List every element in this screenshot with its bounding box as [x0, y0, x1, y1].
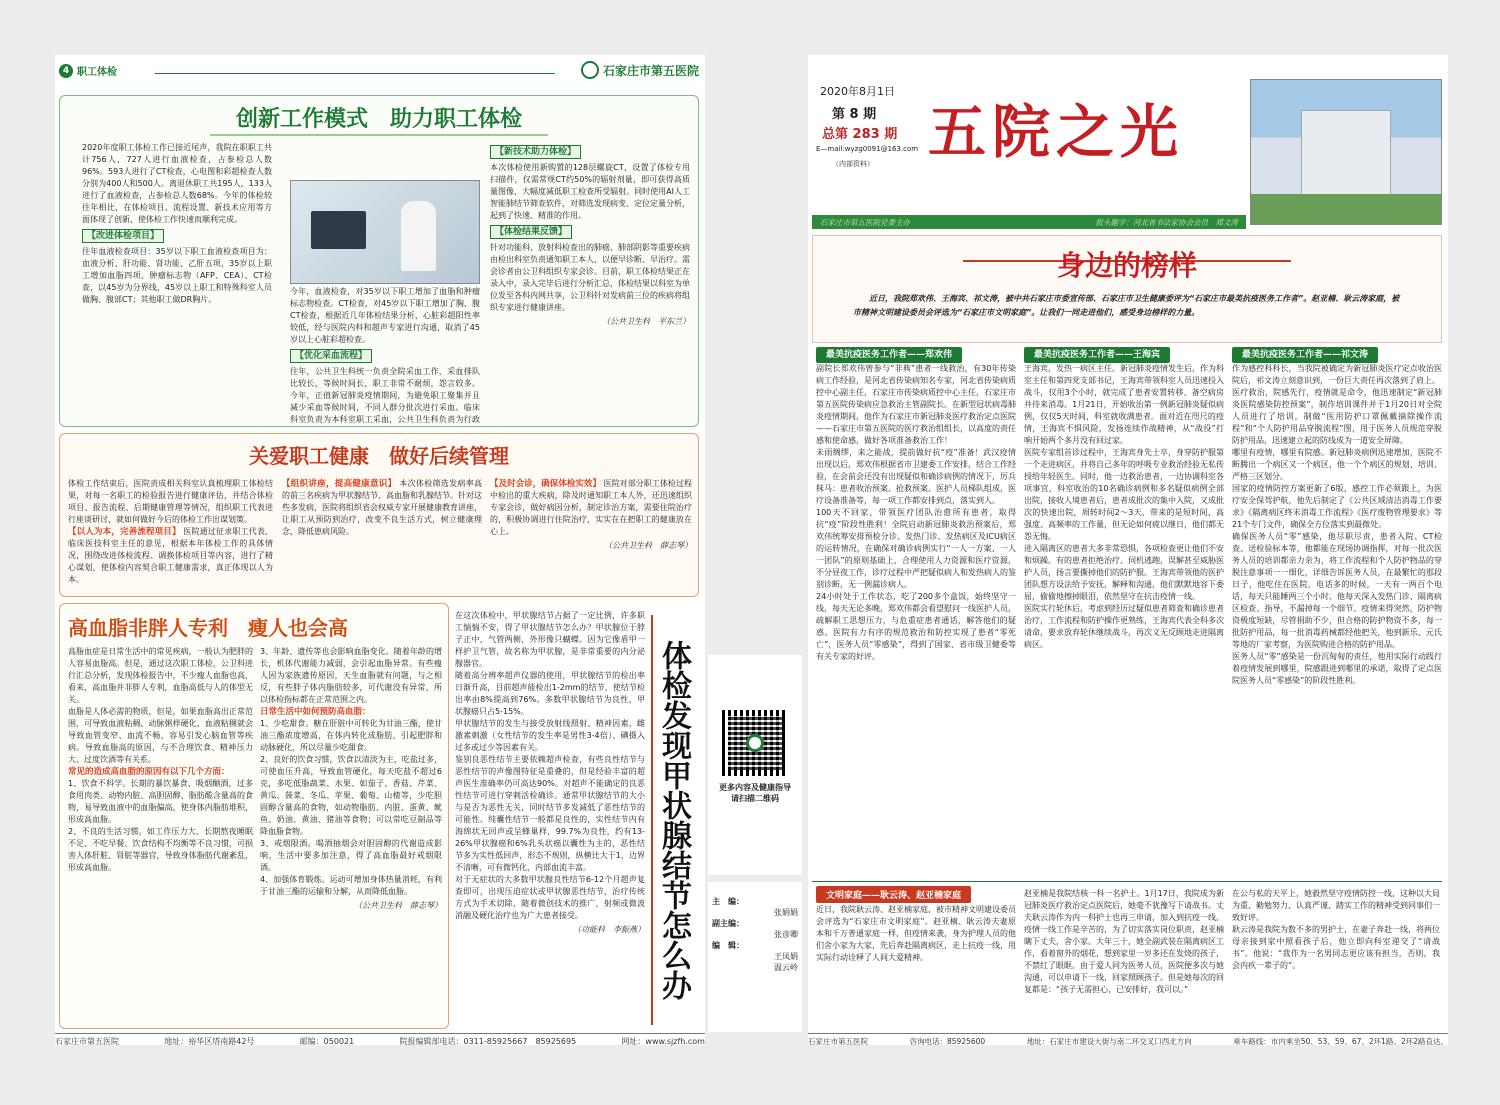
profile-heading: 最美抗疫医务工作者——祁文涛 [1232, 347, 1378, 363]
paragraph: 高脂血症是日常生活中的常见疾病，一般认为肥胖的人容易血脂高。但是，通过这次职工体检，公卫科进行汇总分析，发现体检报告中，不少瘦人血脂也高，看来，高血脂并非胖人专利，血脂高低与人的体型无关。 [68, 647, 253, 704]
family-col-3 [1232, 888, 1440, 1028]
article-1-photo [290, 180, 480, 284]
subheading: 【以人为本，完善流程项目】 [68, 527, 181, 537]
paragraph: 1、少吃甜食。糖在肝脏中可转化为甘油三酯，使甘油三酯浓度增高，在体内转化成脂肪，引起肥胖和动脉硬化，所以尽量少吃甜食。 [260, 719, 442, 752]
profile-heading: 最美抗疫医务工作者——郑欢伟 [816, 347, 962, 363]
footer-name: 石家庄市第五医院 [808, 1037, 868, 1046]
paragraph: 耿云涛是我院为数不多的男护士，在妻子奔赴一线，将两位母亲接到家中照看孩子后，他立即向科室递交了“请战书”。他说：“我作为一名男同志更应该有担当，否则，我会内疚一辈子的”。 [1232, 925, 1440, 970]
footer-phone: 咨询电话：85925600 [909, 1037, 986, 1046]
editor-label: 编 辑： [712, 941, 744, 950]
section-name: 职工体检 [77, 67, 117, 78]
footer-address: 地址：石家庄市建设大街与南二环交叉口西北方向 [1026, 1037, 1192, 1046]
subheading: 【优化采血流程】 [290, 349, 372, 363]
left-footer [55, 1033, 705, 1047]
paragraph: 医院通过征求职工代表、临床医技科室主任的意见，根据本年体检工作的具体情况，围绕改进体检流程、调换体检项目等内容，进行了精心谋划，使体检内容契合职工健康需求，真正体现以人为本。 [68, 527, 273, 584]
article-2-title: 关爱职工健康 做好后续管理 [249, 444, 509, 468]
family-section [812, 881, 1442, 1029]
footer-web: 网址：www.sjzfh.com [621, 1037, 705, 1046]
internal-note: （内部资料） [832, 160, 874, 168]
article-1-box [59, 95, 699, 427]
title-rule [210, 134, 548, 136]
article-2-col-1 [68, 478, 273, 594]
byline: （公共卫生科 薛志琴） [604, 541, 692, 550]
paragraph: 往年血液检查项目：35岁以下职工血液检查项目为：血液分析、肝功能、肾功能、乙肝五项，35岁以上职工增加血脂四项、肿瘤标志物（AFP、CEA）、CT检查，以45岁为分界线，45岁以上职工和特殊科室人员做胸、腹部CT；其他职工做DR胸片。 [82, 247, 272, 304]
page-number: 4 [59, 64, 73, 78]
article-2-box [59, 433, 699, 597]
article-4-body [455, 610, 645, 1030]
profile-zheng [816, 347, 1016, 875]
paragraph: 今年，血液检查，对35岁以下职工增加了血脂和肿瘤标志物检查。CT检查，对45岁以下职工增加了胸、腹CT检查，根据近几年体检结果分析，心脏彩超阳性率较低，经与医院内科和超声专家进行沟通，取消了45岁以上心脏彩超检查。 [290, 287, 480, 344]
email: E—mail:wyzg0091@163.com [816, 145, 919, 153]
paragraph: 体检工作结束后，医院责成相关科室认真梳理职工体检结果，对每一名职工的检验报告进行健康评估，并结合体检项目、报告流程、后期健康管理等情况，组织职工代表进行座谈研讨，就如何做好今后的体检工作出谋划策。 [68, 479, 273, 524]
article-1-col-3 [490, 142, 690, 422]
paragraph: 哪里有疫情，哪里有院感。新冠肺炎病例迅速增加，医院不断腾出一个病区又一个病区，他一个个病区的规划、培训、严格三区划分。 [1232, 448, 1442, 481]
paragraph: 2、不良的生活习惯。如工作压力大、长期熬夜睡眠不足、不吃早餐、饮食结构不均衡等不良习惯，可损害人体肝脏、肾脏等器官，导致身体脂肪代谢紊乱，形成高血脂。 [68, 827, 253, 872]
article-3-col-2 [260, 646, 442, 1026]
hospital-logo-block [581, 61, 699, 79]
paragraph: 针对功能科、放射科检查出的肺癌、肺部阴影等重要疾病由检出科室负责通知职工本人，以便早诊断、早治疗。需会诊者由公卫科组织专家会诊。目前，职工体检结果正在录入中，录入完毕后进行分析汇总，体检结果以科室为单位发至各科内网共享，公卫科针对发病前三位的疾病将组织专家进行健康讲座。 [490, 243, 690, 312]
qr-panel [708, 655, 802, 875]
editor-panel [708, 882, 802, 1032]
paragraph: 2、良好的饮食习惯，饮食以清淡为主，吃盐过多，可使血压升高，导致血管硬化，每天吃盐不超过6克，多吃低脂蔬菜、水果、如茄子、香菇、芹菜、黄瓜、菠菜、冬瓜、苹果、葡萄、山楂等，少吃胆固醇含量高的食物，如动物脂肪、内脏、蛋黄、鱿鱼、奶油、黄油、猪油等食物；可以常吃豆制品等降血脂食物。 [260, 755, 442, 836]
byline: （公共卫生科 平东兰） [602, 317, 690, 326]
qr-caption: 更多内容及健康指导 请扫描二维码 [719, 783, 791, 803]
subheading: 【改进体检项目】 [82, 229, 164, 243]
tagline-organizer: 石家庄市第五医院党委主办 [820, 217, 910, 227]
section-intro: 近日，我院郑欢伟、王海宾、祁文涛，被中共石家庄市委宣传部、石家庄市卫生健康委评为“石家庄市最美抗疫医务工作者”。赵亚楠、耿云涛家庭，被市精神文明建设委员会评选为“石家庄市文明家庭”。让我们一同走进他们，感受身边榜样的力量。 [853, 294, 1400, 317]
paragraph: 对于无症状的大多数甲状腺良性结节6-12个月超声复查即可，出现压迫症状或甲状腺恶性结节，治疗传统方式为手术切除，随着微创技术的推广，射频或微波消融及硬化治疗也为广大患者接受。 [455, 875, 645, 920]
paragraph: 确保医务人员“零”感染，他尽职尽责，患者入院、CT检查、送检验标本等，他都能在现场协调指挥，对每一批次医务人员的培训都亲力亲为，将工作流程和个人防护物品的穿脱注意事项一一细化，详细告诉医务人员，在最繁忙的那段日子，他吃住在医院，电话多的时候，一天有一两百个电话，每天只能睡两三个小时。他每天深入发热门诊、隔离病区检查、指导，不漏掉每一个细节。疫情来得突然，防护物资极度短缺，尽管捐助不少，但合格的防护物资不多，每一批防护用品，每一批消毒药械都经他把关，他到新乐、元氏等地的厂家考察，为医院购进合格的防护用品。 [1232, 532, 1442, 649]
article-1-title: 创新工作模式 助力职工体检 [235, 107, 522, 132]
paragraph: 在这次体检中，甲状腺结节占据了一定比例，许多职工惴惴不安，得了甲状腺结节怎么办？甲状腺位于脖子正中，气管两侧，外形像只蝴蝶。因为它像盾甲一样护卫气管，故名称为甲状腺，是非常重要的内分泌腺器官。 [455, 611, 645, 668]
qr-code-icon[interactable] [722, 710, 788, 776]
article-2-col-3 [490, 478, 692, 594]
paragraph: 医院专家组首诊过程中，王海宾身先士卒，身穿防护服第一个走进病区，并将自己多年的呼吸专业救治经验无私传授给年轻医生。同时，他一边救治患者，一边协调科室各项事宜，科室收治的10名确诊病例和多名疑似病例全部出院，接收人境患者后，患者成批次的集中入院，又成批次的快速出院，周转时间2～3天，带来的是短时间、高强度、高频率的工作量，但无论如何疲以继日，他们都无怨无悔。 [1024, 448, 1224, 541]
paragraph: 100天不回家，带领医疗团队治愈所有患者，取得抗“疫”阶段性胜利！全院启动新冠肺炎救治预案后，郑欢伟统筹安排预检分诊、发热门诊、发热病区及ICU病区的运转情况，在确保对确诊病例实行“一人一方案、一人一团队”的原则基础上，合理使用人力资源和医疗资源，不分昼夜工作，诊疗过程中严把疑似病人和发热病人的鉴别诊断，无一例漏诊病人。 [816, 508, 1016, 589]
subheading: 【组织讲座，提高健康意识】 [282, 479, 397, 489]
paragraph: 近日，我院耿云涛、赵亚楠家庭，被市精神文明建设委员会评选为“石家庄市文明家庭”。赵亚楠、耿云涛夫妻原本和千万普通家庭一样，但疫情来袭，身为护理人员的他们舍小家为大家，先后奔赴隔离病区，走上抗疫一线，用实际行动诠释了人间大爱精神。 [816, 905, 1016, 962]
role-models-banner [812, 235, 1442, 343]
paragraph: 未雨绸缪，来之能战，提前做好抗“疫”准备！武汉疫情出现以后，郑欢伟根据省市卫建委工作安排，结合工作经验，在会前会还没有出现疑似和确诊病例的情况下，厉兵秣马：患者收治预案、抢救预案、医护人员梯队组成，医疗设备准备等，每一项工作都安排到点，落实到人。 [816, 448, 1016, 505]
paragraph: 鉴别良恶性结节主要依赖超声检查，有些良性结节与恶性结节的声像图特征是重叠的，但是经验丰富的超声医生准确率仍可高达90%。对超声不能确定的良恶性结节可进行穿刺活检确诊。通常甲状腺结节的大小与是否为恶性无关，同时结节多发减低了恶性结节的可能性。纯囊性结节一般都是良性的，实性结节内有海绵状无回声或呈蜂巢样，99.7%为良性，约有13-26%甲状腺癌和6%乳头状癌以囊性为主的，恶性结节多为实性低回声，形态不规则，纵横比大于1，边界不清晰，可有微钙化，内部血流丰富。 [455, 755, 645, 872]
subheading: 【新技术助力体检】 [490, 145, 581, 159]
right-page [808, 55, 1448, 1045]
footer-postcode: 邮编：050021 [299, 1037, 355, 1046]
deputy-editor: 张彦卿 [774, 930, 798, 939]
trees-shape [1251, 194, 1441, 224]
footer-bus: 乘车路线：市内乘坐50、53、59、67、2环1路、2环2路直达。 [1233, 1037, 1448, 1046]
footer-name: 石家庄市第五医院 [55, 1037, 119, 1046]
paragraph: 医务人员“零”感染是一份沉甸甸的责任，他用实际行动践行着疫情发展到哪里，院感跟进到哪里的承诺，取得了定点医院医务人员“零感染”的阶段性胜利。 [1232, 652, 1442, 685]
paragraph: 作为感控科科长，当我院被确定为新冠肺炎医疗定点收治医院后，祁文涛立刻意识到，一份巨大责任再次落到了肩上。 [1232, 364, 1442, 385]
paragraph: 医院实行轮休后，考虑到经历过疑似患者筛查和确诊患者治疗，工作流程和防护操作更熟练，王海宾代表全科多次请命，要求放弃轮休继续战斗，再次义无反顾地走进隔离病区。 [1024, 604, 1224, 649]
chief-editor: 张娟娟 [774, 908, 798, 917]
paragraph: 3、戒烟限酒。喝酒抽烟会对胆固醇的代谢造成影响，生活中要多加注意，得了高血脂最好戒烟限酒。 [260, 839, 442, 872]
paragraph: 24小时处于工作状态，吃了200多个盒饭，始终坚守一线，每天无论多晚，郑欢伟都会看望慰问一线医护人员，疏解职工思想压力，与危重症患者通话，解答他们的疑惑。医院有力有序的规范救治和防控实现了患者“零死亡”，医务人员“零感染”，得到了国家、省市级卫健委等有关专家的好评。 [816, 592, 1016, 661]
hospital-name: 石家庄市第五医院 [602, 63, 699, 78]
paragraph: 国家的疫情防控方案更新了6版，感控工作必须跟上，为医疗安全保驾护航，他先后制定了《公共区域清洁消毒工作要求》《隔离病区终末消毒工作流程》《医疗废物管理要求》等21个专门文件，确保全方位落实到最微处。 [1232, 484, 1442, 529]
paragraph: 3、年龄、遗传等也会影响血脂变化。随着年龄的增长，机体代谢能力减弱，会引起血脂异常。有些瘦人因为家族遗传原因，天生血脂就有问题，与之相反，有些胖子体内脂肪较多，可代谢没有异常，所以体检指标都在正常范围之内。 [260, 647, 442, 704]
subheading: 【及时会诊，确保体检实效】 [490, 479, 602, 489]
article-3-col-1 [68, 646, 253, 1026]
profile-wang [1024, 347, 1224, 875]
editor-1: 王凤娟 [774, 952, 798, 961]
issue-number: 第 8 期 [832, 107, 877, 122]
paragraph: 往年，公共卫生科统一负责全院采血工作，采血排队比较长，等候时间长，职工非常不耐烦，怨言较多。今年，正值新冠肺炎疫情期间，为避免职工聚集并且减少采血等候时间，不同人群分批次进行采血。临床科室负责为本科室职工采血，公共卫生科负责为行政 [290, 367, 480, 424]
byline: （公共卫生科 薛志琴） [354, 901, 442, 910]
byline: （功能科 李振燕） [573, 925, 645, 934]
profile-heading: 最美抗疫医务工作者——王海宾 [1024, 347, 1170, 363]
article-3-box [59, 603, 449, 1029]
paragraph: 在公与私的天平上，她毅然坚守疫情防控一线，这种以大局为重、勤勉努力、认真严谨、踏实工作的精神受到同事们一致好评。 [1232, 889, 1440, 922]
monitor-shape [311, 211, 366, 249]
right-footer [808, 1033, 1448, 1047]
chief-editor-label: 主 编： [712, 897, 744, 906]
tagline-calligraphy: 报头题字：河北省书法家协会会员 郑文涛 [1095, 217, 1238, 227]
subheading: 常见的造成高血脂的原因有以下几个方面： [68, 767, 230, 777]
paragraph: 本次体检使用新购置的128层螺旋CT，设置了体检专用扫描件，仅需常规CT约50%的辐射剂量，即可获得高质量图像，大幅度减低职工检查所受辐射。同时使用AI人工智能肺结节筛查软件，对筛选发现病变、定位定量分析，起到了快速、精准的作用。 [490, 163, 690, 220]
tagline-bar [812, 215, 1246, 229]
paragraph: 血脂是人体必需的物质，但是，如果血脂高出正常范围，可导致血液粘稠、动脉粥样硬化，血液粘稠就会导致血管变窄、血流不畅，容易引发心脑血管等疾病。导致血脂高的原因，与不合理饮食、精神压力大、过度饮酒等有关系。 [68, 707, 253, 764]
paragraph: 副院长郑欢伟曾参与“非典”患者一线救治，有30年传染病工作经验，是河北省传染病知名专家，河北省传染病质控中心副主任，石家庄市传染病质控中心主任，石家庄市第五医院传染病应急救治主管副院长。在新型冠状病毒肺炎疫情期间，他作为石家庄市新冠肺炎医疗救治定点医院——石家庄市第五医院的医疗救治组组长，以高度的责任感和使命感，做好各项准备救治工作！ [816, 364, 1016, 445]
left-page [55, 55, 705, 1045]
family-col-2 [1024, 888, 1224, 1028]
subheading: 日常生活中如何预防高血脂： [260, 707, 371, 717]
article-1-col-2 [290, 286, 480, 424]
deputy-editor-label: 副主编： [712, 919, 744, 928]
paragraph: 随着高分辨率超声仪器的使用，甲状腺结节的检出率日渐升高，目前超声能检出1-2mm的结节，使结节检出率由8%提高到76%。多数甲状腺结节为良性，甲状腺癌只占5-15%。 [455, 671, 645, 716]
paragraph: 1、饮食不科学。长期的暴饮暴食、吸烟酗酒，过多食用肉类、动物内脏、高胆固醇、脂肪酸含量高的食物，易导致血液中的血脂偏高，使身体内脂肪堆积，形成高血脂。 [68, 779, 253, 824]
paragraph: 本次体检筛选发病率高的前三名疾病为甲状腺结节、高血脂和乳腺结节。针对这些多发病，医院将组织省会权威专家开展健康教育讲座，让职工从预防到治疗，改变不良生活方式，树立健康理念，降低患病风险。 [282, 479, 482, 536]
paragraph: 赵亚楠是我院结核一科一名护士。1月17日，我院成为新冠肺炎医疗救治定点医院后，她毫不犹豫写下请战书。丈夫耿云涛作为内一科护士也再三申请，加入到抗疫一线。疫情一线工作是辛苦的，为了切实落实岗位职责，赵亚楠瞒下丈夫，舍小家。大年三十，她全副武装在隔离病区工作，看着窗外的烟花，想到家里一岁多还在发烧的孩子，不禁红了眼眶。由于爱人同为医务人员，医院便多次与她沟通，可以申请下一线，回家照顾孩子。但是她每次的回复都是：“孩子无需担心，已安排好，我可以。” [1024, 889, 1224, 994]
article-4-vertical-title: 体检发现甲状腺结节怎么办 [651, 615, 695, 1025]
subheading: 【体检结果反馈】 [490, 225, 572, 239]
paragraph: 王海宾，发热一病区主任。新冠肺炎疫情发生后，作为科室主任和第四党支部书记，王海宾带领科室人员迅速投入战斗，仅用3个小时，就完成了患者安置转移、备空病房并待来消毒。1月21日，开始收治第一例新冠肺炎疑似病例，仅仅5天时间，科室就收满患者。面对近在咫尺的疫情，王海宾不惧风险，发扬连续作战精神，从“战役”打响开始两个多月没有回过家。 [1024, 364, 1224, 445]
paragraph: 2020年度职工体检工作已接近尾声，我院在职职工共计756人，727人进行血液检查，占参检总人数96%。593人进行了CT检查，心电图和彩超检查人数分别为400人和500人。离退休职工共195人，133人进行了血液检查，占参检总人数68%。今年的体检较往年相比，在体检项目、流程设置、新技术应用等方面体现了创新，使体检工作快速而顺利完成。 [82, 143, 272, 224]
doctor-shape [401, 201, 436, 271]
footer-address: 地址：裕华区塔南路42号 [164, 1037, 255, 1046]
article-3-title: 高血脂非胖人专利 瘦人也会高 [68, 616, 348, 640]
building-shape [1301, 110, 1391, 200]
paragraph: 4、加强体育锻炼。运动可增加身体热量消耗，有利于甘油三酯的运输和分解，从而降低血脂。 [260, 875, 442, 896]
header-rule [155, 73, 555, 74]
family-col-1 [816, 904, 1016, 1028]
hospital-logo-icon [581, 61, 599, 79]
page-header-left [59, 63, 117, 78]
hospital-building-photo [1250, 79, 1442, 225]
article-1-col-1 [82, 142, 272, 422]
article-2-col-2 [282, 478, 482, 594]
editor-2: 温云岭 [774, 963, 798, 972]
paragraph: 医院对部分职工体检过程中检出的重大疾病，除及时通知职工本人外，还迅速组织专家会诊，做好病因分析，制定诊治方案，需要住院治疗的，积极协调进行住院治疗，实实在在把职工的健康放在心上。 [490, 479, 692, 536]
issue-date: 2020年8月1日 [820, 85, 895, 98]
footer-phone: 院报编辑部电话：0311-85925667 85925695 [399, 1037, 577, 1046]
paragraph: 进入隔离区的患者大多非常恐惧，各项检查更让他们不安和烦躁。有的患者拒绝治疗、伺机逃跑，误解甚至威胁医护人员，扬言要撕掉他们的防护服。王海宾带领他的医护团队想方设法给予安抚，解释和沟通，他们默默地容下委屈，偷偷地擦掉眼泪，依然坚守在抗击疫情一线。 [1024, 544, 1224, 601]
masthead-title: 五院之光 [928, 98, 1185, 166]
section-title: 身边的榜样 [1056, 249, 1197, 282]
family-heading: 文明家庭——耿云涛、赵亚楠家庭 [816, 886, 971, 903]
paragraph: 甲状腺结节的发生与接受放射线照射、精神因素、雌激素刺激（女性结节的发生率是男性3-4倍）、碘摄入过多或过少等因素有关。 [455, 719, 645, 752]
profile-qi [1232, 347, 1442, 875]
paragraph: 医疗救治，院感先行，疫情就是命令，他迅速制定“新冠肺炎医院感染防控预案”，制作培训课件并于1月20日对全院人员进行了培训，制做“医用防护口罩佩戴摘除操作流程”和“个人防护用品穿脱流程”图，用于医务人员规范穿脱防护用品，迅速建立起的防线成为一道安全屏障。 [1232, 388, 1442, 445]
issue-total: 总第 283 期 [822, 127, 898, 142]
